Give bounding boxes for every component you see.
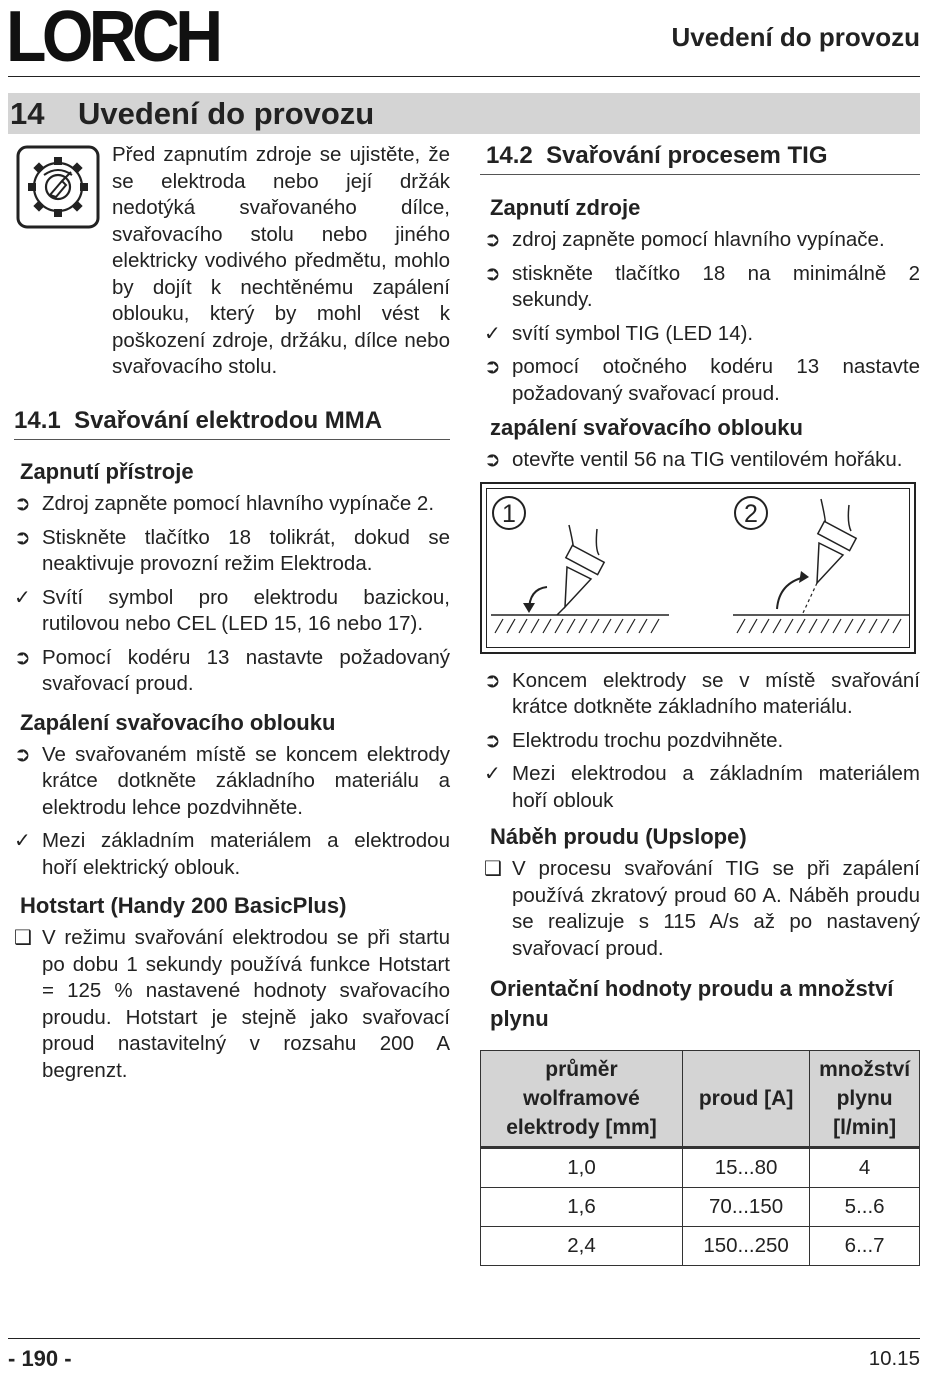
list-item: ✓ svítí symbol TIG (LED 14).	[484, 321, 920, 348]
list-item: ✓ Mezi základním materiálem a elektrodou hoří elektrický oblouk.	[14, 829, 450, 879]
tig-ignition-diagram	[487, 489, 913, 651]
gear-warning-icon	[16, 145, 100, 229]
subheading-arc-ignition-tig: zapálení svařovacího oblouku	[490, 415, 803, 440]
list-item: ➲ zdroj zapněte pomocí hlavního vypínače.	[484, 227, 920, 254]
list-item: ✓ Mezi elektrodou a základním materiálem hoří oblouk	[484, 762, 920, 812]
arrow-bullet-icon: ➲	[484, 356, 501, 378]
list-item: ➲ pomocí otočného kodéru 13 nastavte požadovaný svařovací proud.	[484, 355, 920, 405]
list-item: ❑ V procesu svařování TIG se při zapálení používá zkratový proud 60 A. Náběh proudu se realizuje s 115 A/s až po nastavený svařovací proud.	[484, 857, 920, 960]
subheading-hotstart: Hotstart (Handy 200 BasicPlus)	[20, 893, 347, 918]
table-cell: 5...6	[810, 1188, 920, 1227]
list-item: ➲ Stiskněte tlačítko 18 tolikrát, dokud se neaktivuje provozní režim Elektroda.	[14, 525, 450, 575]
chapter-heading	[8, 93, 920, 134]
subheading-power-on: Zapnutí přístroje	[20, 459, 194, 484]
header-divider	[8, 76, 920, 77]
arrow-bullet-icon: ➲	[14, 526, 31, 549]
list-item: ➲ stiskněte tlačítko 18 na minimálně 2 sekundy.	[484, 261, 920, 311]
check-icon: ✓	[484, 322, 501, 345]
table-cell: 70...150	[682, 1188, 809, 1227]
arrow-bullet-icon: ➲	[484, 229, 501, 251]
arc-gap-line	[803, 583, 817, 613]
subheading-upslope: Náběh proudu (Upslope)	[490, 824, 747, 849]
page-number: - 190 -	[8, 1346, 72, 1371]
arrow-bullet-icon: ➲	[484, 262, 501, 285]
document-date: 10.15	[868, 1347, 920, 1370]
table-header: průměr wolframové elektrody [mm]	[481, 1051, 683, 1148]
table-cell: 2,4	[481, 1227, 683, 1266]
check-icon: ✓	[14, 830, 31, 852]
list-item: ❑ V režimu svařování elektrodou se při startu po dobu 1 sekundy používá funkce Hotstart = 125 % nastavené hodnoty svařovacího proudu. Hotstart je stejně jako svařovací proud nastavitelný v rozsahu 200 A begrenzt.	[14, 926, 450, 1082]
square-bullet-icon: ❑	[14, 927, 32, 949]
list-item: ➲ Pomocí kodéru 13 nastavte požadovaný svařovací proud.	[14, 645, 450, 695]
arrow-bullet-icon: ➲	[14, 743, 31, 766]
table-row	[481, 1188, 920, 1227]
table-cell: 6...7	[810, 1227, 920, 1266]
list-item: ➲ Koncem elektrody se v místě svařování krátce dotkněte základního materiálu.	[484, 668, 920, 718]
table-header: množství plynu [l/min]	[810, 1051, 920, 1148]
step-1-label: 1	[502, 499, 516, 528]
subheading-guide-values: Orientační hodnoty proudu a množství plynu	[490, 976, 894, 1031]
subheading-arc-ignition: Zapálení svařovacího oblouku	[20, 709, 336, 735]
table-cell: 15...80	[682, 1148, 809, 1188]
guide-values-table	[480, 1050, 920, 1266]
chapter-title: Uvedení do provozu	[78, 95, 375, 131]
section-heading-14-2	[480, 142, 920, 175]
check-icon: ✓	[484, 763, 501, 785]
running-header-title: Uvedení do provozu	[671, 22, 920, 52]
left-column	[14, 142, 450, 1091]
section-heading-14-1	[14, 407, 450, 440]
table-row	[481, 1148, 920, 1188]
warning-text: Před zapnutím zdroje se ujistěte, že se elektroda nebo její držák nedotýká svařovaného dílce, svařovacího stolu nebo jiného elektricky vodivého předmětu, mohlo by dojít k nechtěnému zapálení oblouku, který by mohl vést k poškození zdroje, držáku, dílce nebo svařovacího stolu.	[112, 143, 450, 378]
section-title: Svařování elektrodou MMA	[74, 407, 383, 434]
footer-divider	[8, 1338, 920, 1339]
section-title: Svařování procesem TIG	[546, 142, 828, 169]
subheading-source-on: Zapnutí zdroje	[490, 195, 641, 220]
list-item: ✓ Svítí symbol pro elektrodu bazickou, rutilovou nebo CEL (LED 15, 16 nebo 17).	[14, 585, 450, 635]
arrow-bullet-icon: ➲	[484, 449, 501, 471]
table-cell: 1,6	[481, 1188, 683, 1227]
check-icon: ✓	[14, 586, 31, 609]
list-item: ➲ Zdroj zapněte pomocí hlavního vypínače 2.	[14, 491, 450, 518]
table-cell: 4	[810, 1148, 920, 1188]
brand-logo: LORCH	[6, 0, 219, 77]
table-row	[481, 1227, 920, 1266]
list-item: ➲ Elektrodu trochu pozdvihněte.	[484, 728, 920, 755]
right-column	[480, 142, 920, 1266]
arrow-bullet-icon: ➲	[484, 669, 501, 692]
square-bullet-icon: ❑	[484, 858, 502, 880]
step-2-label: 2	[744, 499, 758, 528]
base-material-1	[491, 615, 669, 633]
section-number: 14.2	[486, 142, 533, 169]
list-item: ➲ Ve svařovaném místě se koncem elektrody krátce dotkněte základního materiálu a elektrodu lehce pozdvihněte.	[14, 742, 450, 819]
chapter-number: 14	[10, 95, 45, 131]
arrow-bullet-icon: ➲	[14, 646, 31, 669]
table-header: proud [A]	[682, 1051, 809, 1148]
base-material-2	[733, 615, 909, 633]
arrow-bullet-icon: ➲	[484, 729, 501, 752]
tig-torch-2	[817, 499, 856, 583]
tig-ignition-figure	[480, 482, 916, 654]
section-number: 14.1	[14, 407, 61, 434]
tig-torch-1	[557, 525, 604, 615]
arrow-bullet-icon: ➲	[14, 493, 31, 515]
warning-notice	[14, 142, 450, 392]
table-cell: 150...250	[682, 1227, 809, 1266]
list-item: ➲ otevřte ventil 56 na TIG ventilovém hořáku.	[484, 447, 920, 474]
table-cell: 1,0	[481, 1148, 683, 1188]
